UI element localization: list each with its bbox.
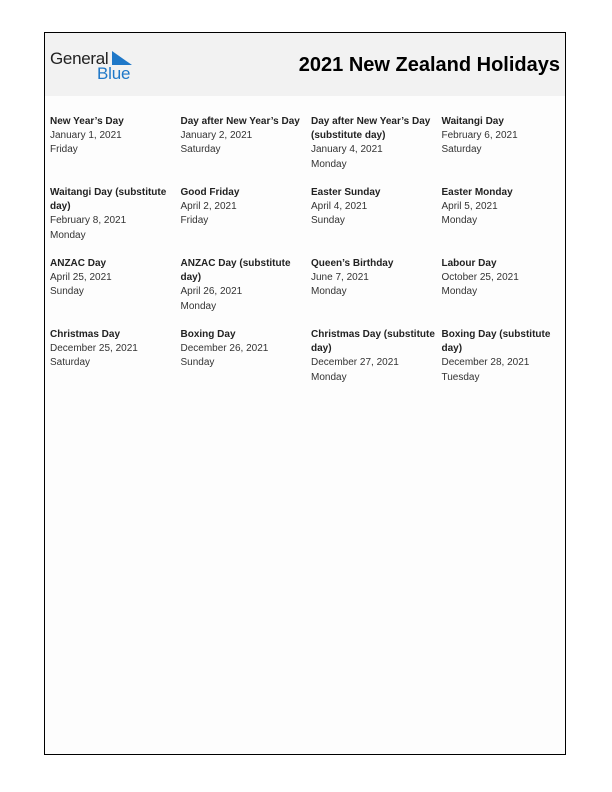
holiday-entry <box>442 328 564 399</box>
holiday-name: ANZAC Day <box>50 258 107 269</box>
holiday-weekday: Tuesday <box>441 371 480 383</box>
holiday-weekday: Sunday <box>50 286 84 298</box>
holiday-date: January 4, 2021 <box>311 144 383 156</box>
holiday-name: Waitangi Day (substitute day) <box>50 187 167 213</box>
holiday-name: Day after New Year’s Day (substitute day) <box>311 116 431 142</box>
holiday-name: Good Friday <box>180 187 240 198</box>
holiday-entry <box>442 257 564 328</box>
holiday-date: December 25, 2021 <box>50 343 138 355</box>
page-frame <box>44 32 566 755</box>
holiday-date: January 1, 2021 <box>50 130 122 142</box>
holiday-name: Day after New Year’s Day <box>180 116 300 127</box>
logo-blue-text: Blue <box>97 64 131 83</box>
holiday-date: February 6, 2021 <box>441 130 518 142</box>
holiday-entry <box>181 257 312 328</box>
holiday-date: June 7, 2021 <box>311 272 369 284</box>
holiday-weekday: Monday <box>441 215 478 227</box>
holiday-entry <box>311 115 442 186</box>
holiday-name: Easter Monday <box>441 187 513 198</box>
holiday-weekday: Monday <box>180 300 217 312</box>
holiday-date: December 26, 2021 <box>180 343 269 355</box>
holiday-name: ANZAC Day (substitute day) <box>180 258 291 284</box>
holiday-entry <box>181 115 312 186</box>
holiday-entry <box>311 186 442 257</box>
holiday-date: April 5, 2021 <box>441 201 498 213</box>
holiday-date: October 25, 2021 <box>441 272 519 284</box>
holiday-date: December 27, 2021 <box>311 357 399 369</box>
holiday-weekday: Monday <box>311 286 347 298</box>
holiday-name: Queen’s Birthday <box>311 258 394 269</box>
header-band <box>45 33 565 96</box>
holiday-date: April 4, 2021 <box>311 201 368 213</box>
logo-triangle-icon <box>112 51 132 65</box>
holiday-weekday: Saturday <box>180 144 221 156</box>
holiday-entry <box>50 186 181 257</box>
holiday-date: January 2, 2021 <box>180 130 253 142</box>
holiday-name: Labour Day <box>441 258 497 269</box>
holiday-name: New Year’s Day <box>50 116 124 127</box>
holiday-weekday: Sunday <box>180 357 215 369</box>
logo-general-text: General <box>50 49 109 68</box>
holiday-entry <box>311 257 442 328</box>
holiday-weekday: Monday <box>311 371 347 383</box>
holiday-weekday: Saturday <box>441 144 482 156</box>
holiday-name: Easter Sunday <box>311 187 381 198</box>
holiday-name: Waitangi Day <box>441 116 504 127</box>
holiday-weekday: Monday <box>50 229 86 241</box>
holiday-date: December 28, 2021 <box>441 357 530 369</box>
holiday-date: April 26, 2021 <box>180 286 243 298</box>
holiday-weekday: Friday <box>180 215 209 227</box>
holiday-date: February 8, 2021 <box>50 215 127 227</box>
holiday-date: April 2, 2021 <box>180 201 237 213</box>
holiday-entry <box>311 328 442 399</box>
holiday-weekday: Monday <box>441 286 478 298</box>
holiday-weekday: Monday <box>311 158 347 170</box>
holiday-weekday: Friday <box>50 144 78 156</box>
holiday-name: Christmas Day (substitute day) <box>311 329 435 355</box>
holiday-entry <box>442 186 564 257</box>
holiday-entry <box>181 328 312 399</box>
holiday-grid <box>50 115 564 399</box>
holiday-weekday: Saturday <box>50 357 91 369</box>
holiday-entry <box>181 186 312 257</box>
holiday-entry <box>50 328 181 399</box>
holiday-weekday: Sunday <box>311 215 345 227</box>
holiday-entry <box>50 257 181 328</box>
holiday-name: Boxing Day (substitute day) <box>441 329 551 355</box>
holiday-entry <box>50 115 181 186</box>
holiday-name: Boxing Day <box>180 329 236 340</box>
generalblue-logo <box>50 49 140 83</box>
holiday-name: Christmas Day <box>50 329 121 340</box>
holiday-entry <box>442 115 564 186</box>
holiday-date: April 25, 2021 <box>50 272 112 284</box>
page-title: 2021 New Zealand Holidays <box>298 54 560 76</box>
